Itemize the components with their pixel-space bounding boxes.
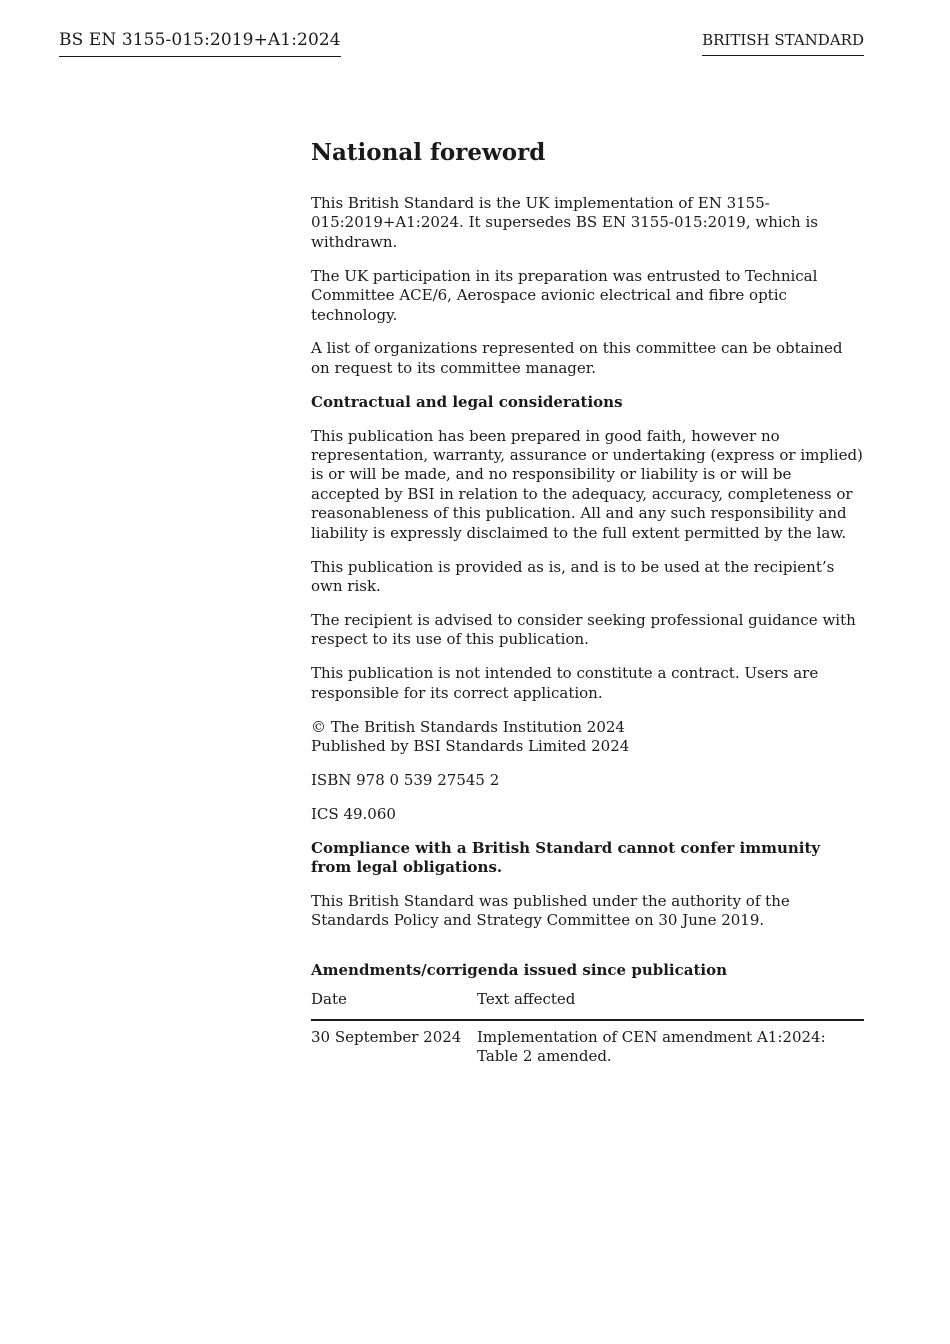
column-header-date: Date	[311, 990, 477, 1019]
organizations-paragraph: A list of organizations represented on this committee can be obtained on request to its committee manager.	[311, 339, 843, 377]
page-title: National foreword	[311, 139, 546, 166]
disclaimer-paragraph: This publication has been prepared in good faith, however no representation, warranty, assurance or undertaking (express or implied) is or will be made, and no responsibility or liability is or will be accepted by BSI in relation to the adequacy, accuracy, completeness or reasonableness of this publication. All and any such responsibility and liability is expressly disclaimed to the full extent permitted by the law.	[311, 426, 863, 542]
amendments-heading: Amendments/corrigenda issued since publication	[311, 960, 727, 979]
copyright-block	[311, 718, 864, 757]
implementation-paragraph: This British Standard is the UK implementation of EN 3155-015:2019+A1:2024. It supersedes BS EN 3155-015:2019, which is withdrawn.	[311, 194, 818, 251]
publisher-line: Published by BSI Standards Limited 2024	[311, 736, 630, 755]
guidance-paragraph: The recipient is advised to consider seeking professional guidance with respect to its use of this publication.	[311, 610, 856, 649]
amendment-date: 30 September 2024	[311, 1027, 462, 1046]
foreword-body	[311, 138, 864, 1066]
authority-paragraph: This British Standard was published under the authority of the Standards Policy and Strategy Committee on 30 June 2019.	[311, 891, 790, 930]
contractual-heading: Contractual and legal considerations	[311, 392, 623, 411]
document-id: BS EN 3155-015:2019+A1:2024	[59, 30, 341, 57]
contract-paragraph: This publication is not intended to constitute a contract. Users are responsible for its correct application.	[311, 664, 819, 702]
copyright-line: © The British Standards Institution 2024	[311, 717, 625, 736]
series-label: BRITISH STANDARD	[702, 31, 864, 56]
table-header-row	[311, 990, 864, 1019]
ics-code: ICS 49.060	[311, 804, 396, 823]
compliance-statement: Compliance with a British Standard cannot confer immunity from legal obligations.	[311, 838, 821, 877]
amendments-table	[311, 990, 864, 1066]
table-row	[311, 1020, 864, 1067]
isbn: ISBN 978 0 539 27545 2	[311, 770, 500, 789]
risk-paragraph: This publication is provided as is, and is to be used at the recipient’s own risk.	[311, 557, 835, 595]
column-header-text: Text affected	[477, 990, 864, 1019]
amendment-text: Implementation of CEN amendment A1:2024: Table 2 amended.	[477, 1027, 826, 1065]
committee-paragraph: The UK participation in its preparation was entrusted to Technical Committee ACE/6, Aerospace avionic electrical and fibre optic technology.	[311, 266, 818, 324]
